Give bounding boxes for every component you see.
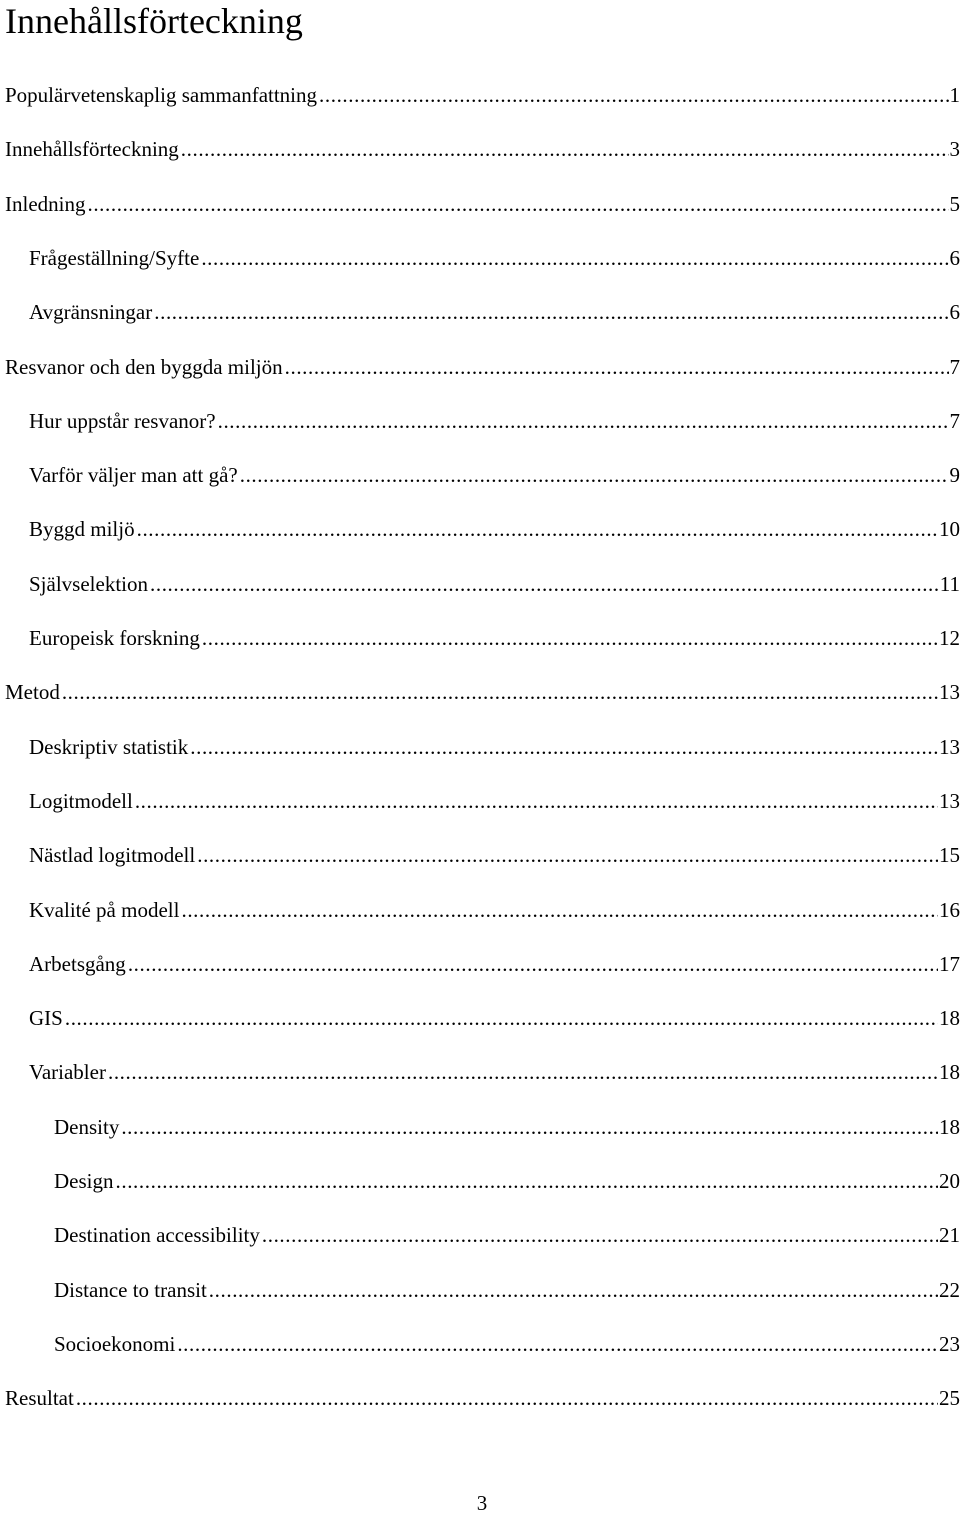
toc-entry-page: 13 (938, 735, 960, 759)
toc-entry-page: 10 (938, 517, 960, 541)
toc-entry-label: Självselektion (29, 572, 150, 596)
toc-entry[interactable] (54, 1111, 960, 1139)
toc-entry-label: Variabler (29, 1060, 108, 1084)
toc-dot-leader (121, 1115, 938, 1139)
toc-entry-page: 25 (938, 1386, 960, 1410)
toc-entry-page: 5 (949, 192, 960, 216)
toc-dot-leader (137, 517, 938, 541)
toc-entry-label: Resvanor och den byggda miljön (5, 355, 285, 379)
toc-dot-leader (181, 898, 938, 922)
toc-entry-page: 1 (949, 83, 960, 107)
toc-entry[interactable] (5, 676, 960, 704)
toc-entry-label: Socioekonomi (54, 1332, 177, 1356)
toc-entry[interactable] (29, 1002, 960, 1030)
toc-dot-leader (202, 626, 938, 650)
toc-entry-label: Europeisk forskning (29, 626, 202, 650)
toc-entry-label: Arbetsgång (29, 952, 128, 976)
toc-dot-leader (262, 1223, 938, 1247)
toc-entry-page: 13 (938, 680, 960, 704)
toc-dot-leader (76, 1386, 938, 1410)
toc-entry-page: 7 (949, 409, 960, 433)
toc-entry-label: Byggd miljö (29, 517, 137, 541)
toc-entry[interactable] (29, 622, 960, 650)
toc-dot-leader (128, 952, 938, 976)
toc-entry-page: 11 (939, 572, 960, 596)
toc-entry[interactable] (5, 351, 960, 379)
toc-entry-label: Destination accessibility (54, 1223, 262, 1247)
toc-dot-leader (190, 735, 938, 759)
toc-dot-leader (150, 572, 939, 596)
toc-dot-leader (65, 1006, 938, 1030)
toc-entry[interactable] (54, 1274, 960, 1302)
toc-entry[interactable] (29, 568, 960, 596)
toc-entry-label: Density (54, 1115, 121, 1139)
toc-entry[interactable] (54, 1219, 960, 1247)
toc-dot-leader (197, 843, 938, 867)
toc-dot-leader (62, 680, 938, 704)
page-number: 3 (0, 1490, 960, 1516)
toc-entry-page: 9 (949, 463, 960, 487)
page-title: Innehållsförteckning (5, 0, 303, 42)
toc-dot-leader (285, 355, 949, 379)
toc-dot-leader (181, 137, 949, 161)
toc-entry-page: 13 (938, 789, 960, 813)
toc-dot-leader (201, 246, 948, 270)
toc-entry-page: 18 (938, 1006, 960, 1030)
toc-dot-leader (108, 1060, 938, 1084)
toc-entry-label: Hur uppstår resvanor? (29, 409, 218, 433)
toc-entry-label: Design (54, 1169, 116, 1193)
toc-entry-page: 12 (938, 626, 960, 650)
toc-entry-label: Kvalité på modell (29, 898, 181, 922)
toc-entry-label: Metod (5, 680, 62, 704)
toc-entry-label: Inledning (5, 192, 87, 216)
toc-entry-label: Avgränsningar (29, 300, 154, 324)
toc-entry[interactable] (54, 1165, 960, 1193)
toc-entry[interactable] (54, 1328, 960, 1356)
toc-dot-leader (319, 83, 948, 107)
toc-entry-page: 15 (938, 843, 960, 867)
toc-entry[interactable] (29, 785, 960, 813)
toc-entry-label: Frågeställning/Syfte (29, 246, 201, 270)
toc-entry-page: 22 (938, 1278, 960, 1302)
toc-entry-label: Nästlad logitmodell (29, 843, 197, 867)
toc-entry-page: 6 (949, 246, 960, 270)
toc-entry-label: Deskriptiv statistik (29, 735, 190, 759)
toc-entry[interactable] (5, 188, 960, 216)
toc-entry-page: 6 (949, 300, 960, 324)
toc-entry[interactable] (29, 405, 960, 433)
toc-entry-page: 18 (938, 1115, 960, 1139)
toc-entry[interactable] (29, 731, 960, 759)
toc-entry-page: 23 (938, 1332, 960, 1356)
toc-entry-label: GIS (29, 1006, 65, 1030)
toc-entry[interactable] (29, 296, 960, 324)
toc-entry[interactable] (5, 1382, 960, 1410)
toc-entry-page: 16 (938, 898, 960, 922)
toc-entry-label: Logitmodell (29, 789, 135, 813)
toc-entry[interactable] (5, 133, 960, 161)
toc-entry-page: 7 (949, 355, 960, 379)
toc-entry-page: 18 (938, 1060, 960, 1084)
toc-entry-label: Varför väljer man att gå? (29, 463, 240, 487)
toc-entry-page: 20 (938, 1169, 960, 1193)
toc-dot-leader (240, 463, 949, 487)
toc-entry[interactable] (29, 839, 960, 867)
toc-entry[interactable] (29, 513, 960, 541)
toc-entry-label: Distance to transit (54, 1278, 209, 1302)
toc-dot-leader (177, 1332, 938, 1356)
toc-entry[interactable] (29, 242, 960, 270)
toc-entry[interactable] (5, 79, 960, 107)
toc-entry-page: 17 (938, 952, 960, 976)
toc-dot-leader (135, 789, 938, 813)
toc-entry[interactable] (29, 1056, 960, 1084)
toc-dot-leader (87, 192, 948, 216)
toc-entry-label: Innehållsförteckning (5, 137, 181, 161)
toc-dot-leader (154, 300, 948, 324)
toc-entry-page: 3 (949, 137, 960, 161)
toc-entry[interactable] (29, 894, 960, 922)
toc-entry-label: Populärvetenskaplig sammanfattning (5, 83, 319, 107)
toc-entry-page: 21 (938, 1223, 960, 1247)
toc-entry-label: Resultat (5, 1386, 76, 1410)
toc-entry[interactable] (29, 459, 960, 487)
toc-dot-leader (218, 409, 949, 433)
toc-dot-leader (116, 1169, 939, 1193)
toc-dot-leader (209, 1278, 938, 1302)
toc-entry[interactable] (29, 948, 960, 976)
